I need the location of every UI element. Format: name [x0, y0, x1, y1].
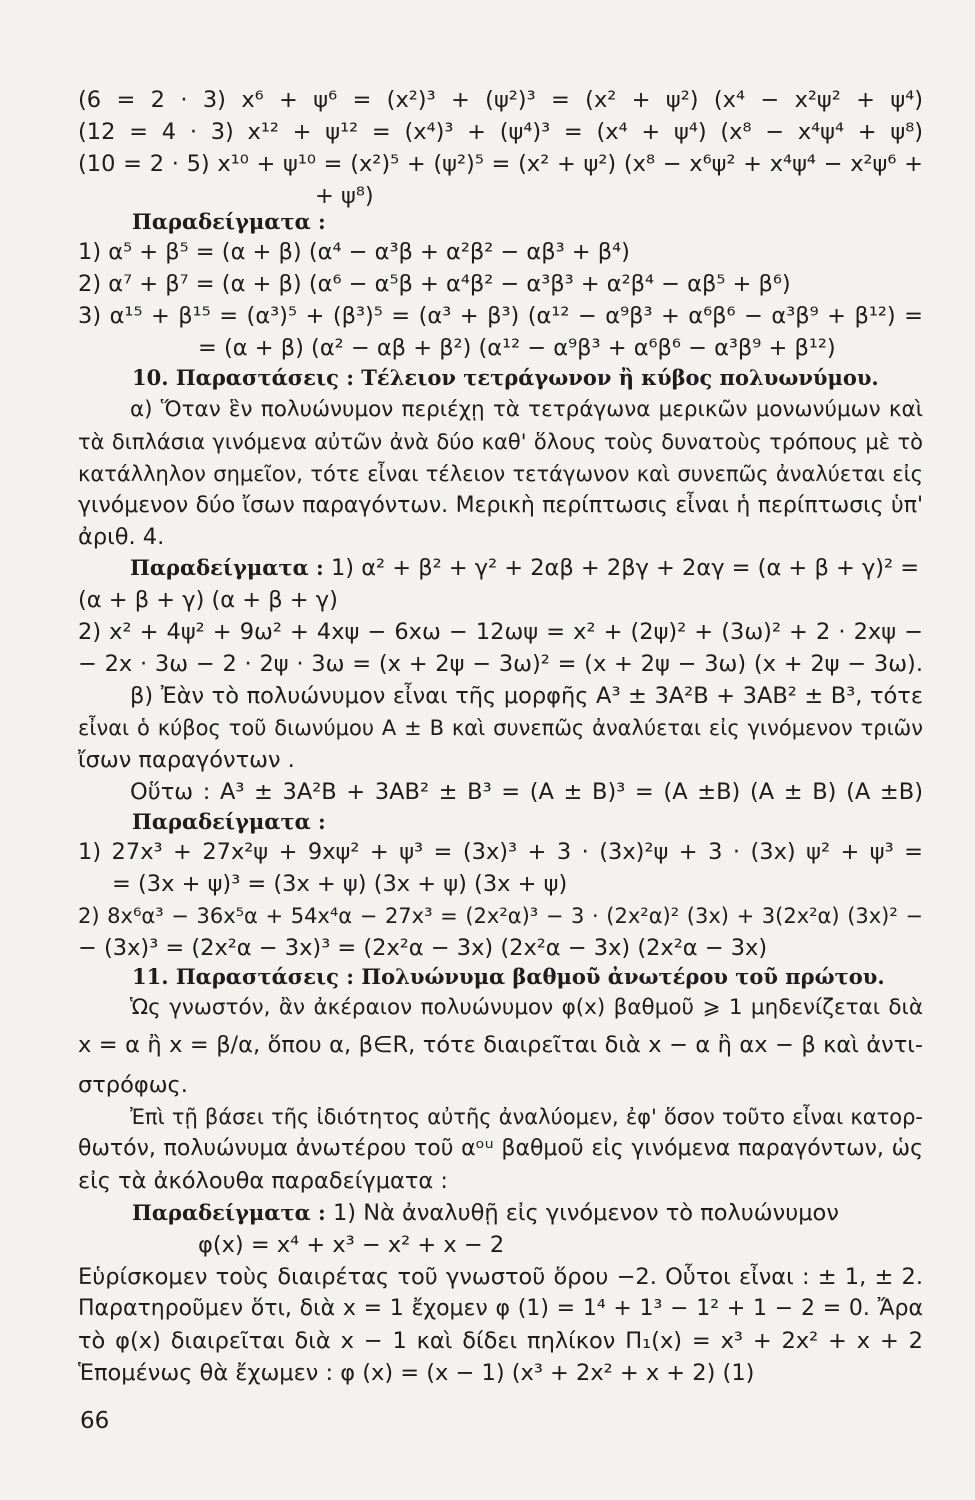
paragraph-line: Παρατηροῦμεν ὅτι, διὰ x = 1 ἔχομεν φ (1) = 1⁴ + 1³ − 1² + 1 − 2 = 0. Ἄρα — [78, 1296, 923, 1321]
section-heading-11: 11. Παραστάσεις : Πολυώνυμα βαθμοῦ ἀνωτέρου τοῦ πρώτου. — [132, 964, 885, 989]
examples-heading: Παραδείγματα : — [132, 1200, 326, 1225]
equation-line: − (3x)³ = (2x²α − 3x)³ = (2x²α − 3x) (2x²α − 3x) (2x²α − 3x) — [78, 935, 768, 961]
equation-line: 1) 27x³ + 27x²ψ + 9xψ² + ψ³ = (3x)³ + 3 · (3x)²ψ + 3 · (3x) ψ² + ψ³ = — [78, 839, 923, 865]
examples-heading: Παραδείγματα : — [130, 555, 324, 580]
equation-line: (12 = 4 · 3) x¹² + ψ¹² = (x⁴)³ + (ψ⁴)³ = (x⁴ + ψ⁴) (x⁸ − x⁴ψ⁴ + ψ⁸) — [78, 119, 923, 145]
paragraph-line: Ἐπὶ τῇ βάσει τῆς ἰδιότητος αὐτῆς ἀναλύομεν, ἐφ' ὅσον τοῦτο εἶναι κατορ- — [130, 1105, 923, 1129]
equation-line: = (3x + ψ)³ = (3x + ψ) (3x + ψ) (3x + ψ) — [112, 871, 568, 897]
examples-line — [132, 1198, 912, 1228]
paragraph-line: τὰ διπλάσια γινόμενα αὐτῶν ἀνὰ δύο καθ' ὅλους τοὺς δυνατοὺς τρόπους μὲ τὸ — [78, 430, 923, 454]
paragraph-line: Ἑπομένως θὰ ἔχωμεν : φ (x) = (x − 1) (x³ + 2x² + x + 2) (1) — [78, 1360, 755, 1386]
examples-heading: Παραδείγματα : — [132, 809, 326, 834]
examples-line — [130, 553, 923, 583]
equation-line: 1) α⁵ + β⁵ = (α + β) (α⁴ − α³β + α²β² − αβ³ + β⁴) — [78, 239, 630, 265]
equation-line: + ψ⁸) — [315, 183, 374, 209]
equation-text: 1) α² + β² + γ² + 2αβ + 2βγ + 2αγ = (α + β + γ)² = — [323, 555, 920, 581]
equation-line: − 2x · 3ω − 2 · 2ψ · 3ω = (x + 2ψ − 3ω)² = (x + 2ψ − 3ω) (x + 2ψ − 3ω). — [78, 651, 923, 677]
equation-line: (6 = 2 · 3) x⁶ + ψ⁶ = (x²)³ + (ψ²)³ = (x² + ψ²) (x⁴ − x²ψ² + ψ⁴) — [78, 87, 923, 113]
equation-line: 3) α¹⁵ + β¹⁵ = (α³)⁵ + (β³)⁵ = (α³ + β³) (α¹² − α⁹β³ + α⁶β⁶ − α³β⁹ + β¹²) = — [78, 303, 923, 329]
equation-line: Οὕτω : A³ ± 3A²B + 3AB² ± B³ = (A ± B)³ = (A ±B) (A ± B) (A ±B) — [130, 779, 923, 805]
page-number: 66 — [80, 1408, 110, 1434]
paragraph-line: εἰς τὰ ἀκόλουθα παραδείγματα : — [78, 1168, 448, 1194]
paragraph-line: ἴσων παραγόντων . — [78, 747, 295, 773]
equation-line: φ(x) = x⁴ + x³ − x² + x − 2 — [198, 1232, 505, 1258]
paragraph-line: γινόμενον δύο ἴσων παραγόντων. Μερικὴ περίπτωσις εἶναι ἡ περίπτωσις ὑπ' — [78, 493, 923, 518]
paragraph-line: α) Ὅταν ἓν πολυώνυμον περιέχῃ τὰ τετράγωνα μερικῶν μονωνύμων καὶ — [130, 397, 923, 422]
paragraph-line: Εὑρίσκομεν τοὺς διαιρέτας τοῦ γνωστοῦ ὅρου −2. Οὗτοι εἶναι : ± 1, ± 2. — [78, 1264, 923, 1290]
equation-line: (α + β + γ) (α + β + γ) — [78, 587, 338, 613]
equation-line: 2) α⁷ + β⁷ = (α + β) (α⁶ − α⁵β + α⁴β² − α³β³ + α²β⁴ − αβ⁵ + β⁶) — [78, 271, 791, 297]
paragraph-line: Ὡς γνωστόν, ἂν ἀκέραιον πολυώνυμον φ(x) βαθμοῦ ⩾ 1 μηδενίζεται διὰ — [130, 995, 923, 1020]
paragraph-text: 1) Νὰ ἀναλυθῇ εἰς γινόμενον τὸ πολυώνυμον — [325, 1200, 839, 1226]
paragraph-line: εἶναι ὁ κύβος τοῦ διωνύμου A ± B καὶ συνεπῶς ἀναλύεται εἰς γινόμενον τριῶν — [78, 716, 923, 740]
paragraph-line: θωτόν, πολυώνυμα ἀνωτέρου τοῦ αᵒᵘ βαθμοῦ εἰς γινόμενα παραγόντων, ὡς — [78, 1136, 923, 1161]
paragraph-line: ἀριθ. 4. — [78, 524, 165, 550]
paragraph-line: στρόφως. — [78, 1072, 188, 1098]
section-heading-10: 10. Παραστάσεις : Τέλειον τετράγωνον ἢ κύβος πολυωνύμου. — [132, 365, 879, 390]
paragraph-line: x = α ἢ x = β/α, ὅπου α, β∈R, τότε διαιρεῖται διὰ x − α ἢ αx − β καὶ ἀντι- — [78, 1032, 923, 1058]
equation-line: = (α + β) (α² − αβ + β²) (α¹² − α⁹β³ + α⁶β⁶ − α³β⁹ + β¹²) — [198, 335, 836, 361]
paragraph-line: β) Ἐὰν τὸ πολυώνυμον εἶναι τῆς μορφῆς A³ ± 3A²B + 3AB² ± B³, τότε — [130, 683, 923, 709]
paragraph-line: τὸ φ(x) διαιρεῖται διὰ x − 1 καὶ δίδει πηλίκον Π₁(x) = x³ + 2x² + x + 2 — [78, 1328, 923, 1354]
equation-line: 2) x² + 4ψ² + 9ω² + 4xψ − 6xω − 12ωψ = x² + (2ψ)² + (3ω)² + 2 · 2xψ − — [78, 619, 923, 645]
equation-line: 2) 8x⁶α³ − 36x⁵α + 54x⁴α − 27x³ = (2x²α)³ − 3 · (2x²α)² (3x) + 3(2x²α) (3x)² − — [78, 904, 923, 928]
equation-line: (10 = 2 · 5) x¹⁰ + ψ¹⁰ = (x²)⁵ + (ψ²)⁵ = (x² + ψ²) (x⁸ − x⁶ψ² + x⁴ψ⁴ − x²ψ⁶ + — [78, 151, 923, 177]
paragraph-line: κατάλληλον σημεῖον, τότε εἶναι τέλειον τετάγωνον καὶ συνεπῶς ἀναλύεται εἰς — [78, 462, 923, 486]
examples-heading: Παραδείγματα : — [132, 209, 326, 234]
